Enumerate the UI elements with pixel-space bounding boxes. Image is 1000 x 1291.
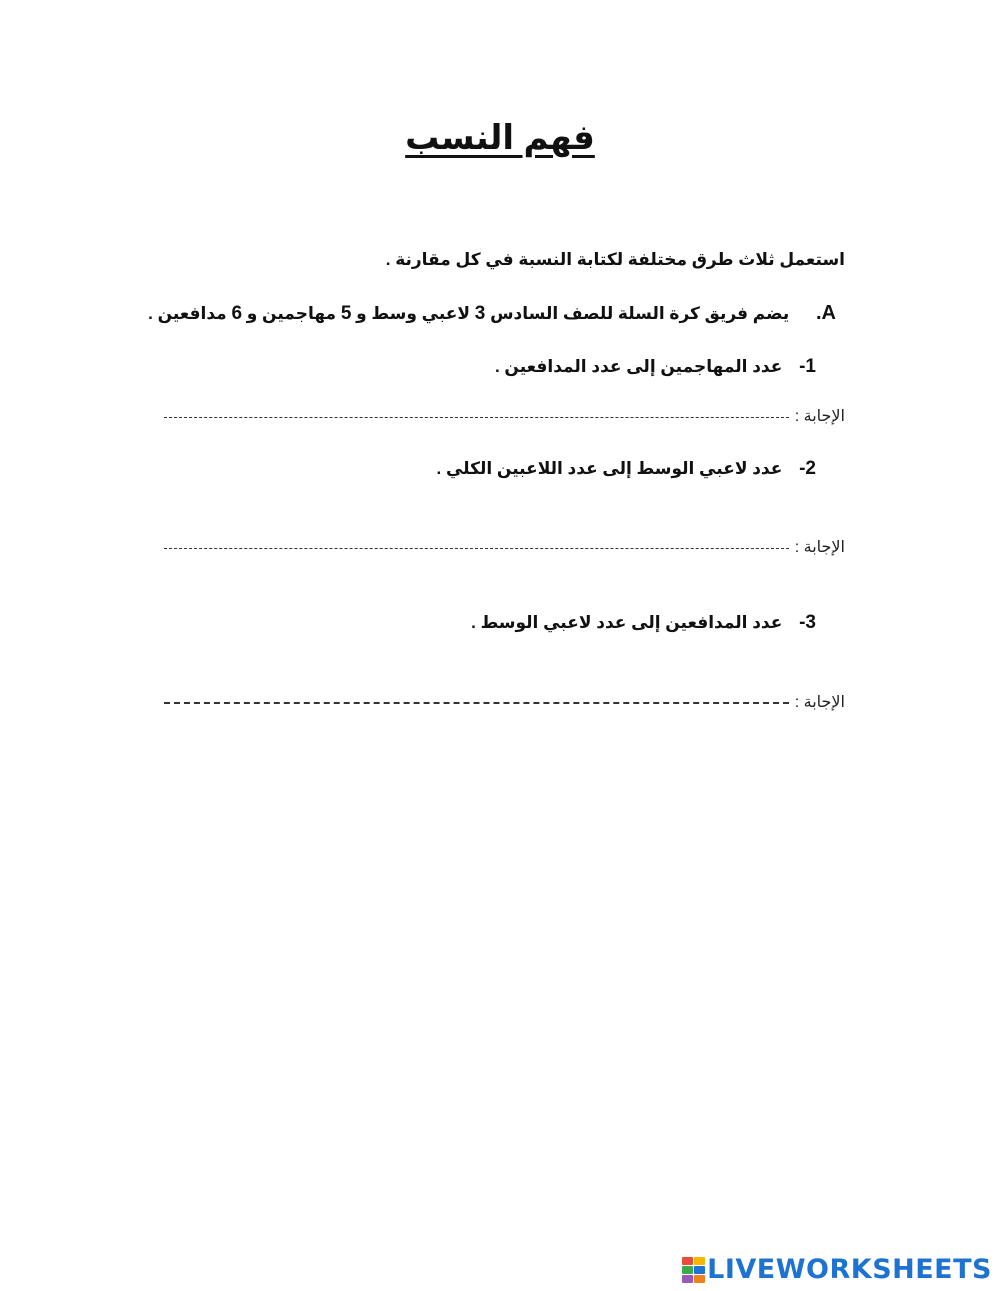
- answer-label-3: الإجابة :: [794, 694, 845, 711]
- answer-line-2[interactable]: [164, 548, 789, 549]
- question-3-text: عدد المدافعين إلى عدد لاعبي الوسط .: [471, 613, 783, 632]
- brand-name: LIVEWORKSHEETS: [707, 1254, 992, 1285]
- question-3: [471, 612, 816, 634]
- logo-block: [694, 1275, 705, 1283]
- logo-block: [682, 1257, 693, 1265]
- liveworksheets-logo-icon: [682, 1257, 704, 1283]
- logo-block: [682, 1266, 693, 1274]
- answer-row-2: [164, 537, 845, 557]
- question-1-text: عدد المهاجمين إلى عدد المدافعين .: [494, 357, 783, 376]
- answer-label-2: الإجابة :: [794, 539, 845, 556]
- question-1-number: 1-: [799, 356, 816, 377]
- problem-statement: [148, 302, 836, 325]
- worksheet-title: فهم النسب: [405, 119, 595, 157]
- question-2: [437, 458, 817, 480]
- question-2-text: عدد لاعبي الوسط إلى عدد اللاعبين الكلي .: [436, 459, 783, 478]
- question-1: [495, 356, 816, 378]
- instruction-text: استعمل ثلاث طرق مختلفة لكتابة النسبة في كل مقارنة .: [385, 250, 845, 269]
- answer-row-3: [164, 692, 845, 712]
- problem-text-1: يضم فريق كرة السلة للصف السادس: [490, 304, 790, 323]
- logo-block: [694, 1257, 705, 1265]
- answer-label-1: الإجابة :: [794, 408, 845, 425]
- answer-line-3[interactable]: [164, 702, 789, 704]
- question-3-number: 3-: [799, 612, 816, 633]
- problem-text-2: لاعبي وسط و: [356, 304, 471, 323]
- logo-block: [694, 1266, 705, 1274]
- question-2-number: 2-: [799, 458, 816, 479]
- liveworksheets-brand: [682, 1254, 992, 1285]
- answer-row-1: [164, 406, 845, 426]
- problem-text-4: مدافعين .: [148, 304, 227, 323]
- logo-block: [682, 1275, 693, 1283]
- problem-number-attackers: 5: [340, 303, 352, 324]
- problem-text-3: مهاجمين و: [246, 304, 337, 323]
- problem-number-midfielders: 3: [474, 303, 486, 324]
- problem-marker: A.: [815, 302, 836, 324]
- answer-line-1[interactable]: [164, 417, 789, 418]
- problem-number-defenders: 6: [231, 303, 243, 324]
